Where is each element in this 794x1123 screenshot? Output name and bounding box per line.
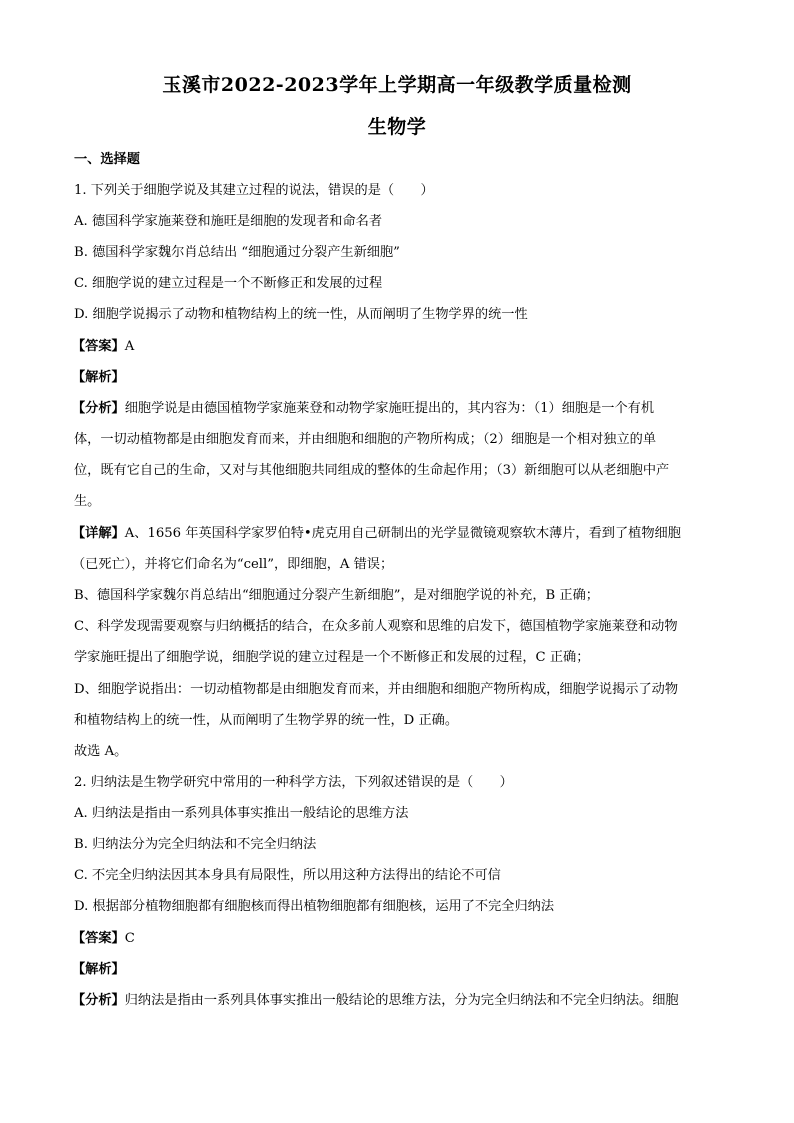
question-2-answer: [72, 929, 722, 949]
answer-tag: 【答案】: [72, 339, 125, 354]
fenxi-tag: 【分析】: [72, 401, 125, 416]
question-1-fenxi-line: [72, 399, 722, 419]
exam-title: 玉溪市2022-2023学年上学期高一年级教学质量检测: [162, 74, 632, 96]
question-1-detail-line: 学家施旺提出了细胞学说，细胞学说的建立过程是一个不断修正和发展的过程，C 正确；: [74, 650, 590, 665]
fenxi-text: 归纳法是指由一系列具体事实推出一般结论的思维方法，分为完全归纳法和不完全归纳法。细胞: [124, 993, 679, 1008]
section-heading: 一、选择题: [74, 152, 140, 167]
question-1-fenxi-line: 生。: [74, 494, 101, 509]
xiangjie-tag: 【详解】: [72, 526, 125, 541]
question-1-option-b: B. 德国科学家魏尔肖总结出 “细胞通过分裂产生新细胞”: [74, 245, 400, 260]
answer-value: C: [124, 931, 135, 946]
question-1-option-c: C. 细胞学说的建立过程是一个不断修正和发展的过程: [74, 276, 383, 291]
question-1-detail-line: [72, 524, 722, 544]
fenxi-text: 细胞学说是由德国植物学家施莱登和动物学家施旺提出的，其内容为：（1）细胞是一个有机: [124, 401, 655, 416]
question-1-detail-line: D、细胞学说指出：一切动植物都是由细胞发育而来，并由细胞和细胞产物所构成，细胞学说揭示了动物: [74, 682, 679, 697]
question-1-analysis-tag: 【解析】: [72, 370, 125, 385]
question-1-answer: [72, 337, 722, 357]
question-1-detail-line: （已死亡），并将它们命名为“cell”，即细胞，A 错误；: [72, 557, 394, 572]
question-2-option-a: A. 归纳法是指由一系列具体事实推出一般结论的思维方法: [74, 806, 409, 821]
question-1-detail-line: 和植物结构上的统一性，从而阐明了生物学界的统一性，D 正确。: [74, 713, 459, 728]
subject-title: 生物学: [367, 116, 427, 138]
question-2-fenxi-line: [72, 991, 722, 1011]
question-2-stem: 2. 归纳法是生物学研究中常用的一种科学方法，下列叙述错误的是（ ）: [74, 775, 513, 790]
answer-value: A: [124, 339, 135, 354]
question-1-conclusion: 故选 A。: [74, 744, 128, 759]
question-1-fenxi-line: 体，一切动植物都是由细胞发育而来，并由细胞和细胞的产物所构成；（2）细胞是一个相对独立的单: [74, 432, 657, 447]
question-1-detail-line: C、科学发现需要观察与归纳概括的结合，在众多前人观察和思维的启发下，德国植物学家施莱登和动物: [74, 619, 678, 634]
question-2-analysis-tag: 【解析】: [72, 962, 125, 977]
answer-tag: 【答案】: [72, 931, 125, 946]
question-2-option-b: B. 归纳法分为完全归纳法和不完全归纳法: [74, 837, 317, 852]
question-1-option-a: A. 德国科学家施莱登和施旺是细胞的发现者和命名者: [74, 214, 383, 229]
question-1-stem: 1. 下列关于细胞学说及其建立过程的说法，错误的是（ ）: [74, 183, 434, 198]
question-1-detail-line: B、德国科学家魏尔肖总结出“细胞通过分裂产生新细胞”，是对细胞学说的补充，B 正确；: [74, 588, 599, 603]
xiangjie-text: A、1656 年英国科学家罗伯特•虎克用自己研制出的光学显微镜观察软木薄片，看到了植物细胞: [124, 526, 681, 541]
question-1-option-d: D. 细胞学说揭示了动物和植物结构上的统一性，从而阐明了生物学界的统一性: [74, 307, 528, 322]
question-1-fenxi-line: 位，既有它自己的生命，又对与其他细胞共同组成的整体的生命起作用；（3）新细胞可以从老细胞中产: [74, 463, 670, 478]
question-2-option-c: C. 不完全归纳法因其本身具有局限性，所以用这种方法得出的结论不可信: [74, 868, 501, 883]
fenxi-tag: 【分析】: [72, 993, 125, 1008]
question-2-option-d: D. 根据部分植物细胞都有细胞核而得出植物细胞都有细胞核，运用了不完全归纳法: [74, 899, 555, 914]
